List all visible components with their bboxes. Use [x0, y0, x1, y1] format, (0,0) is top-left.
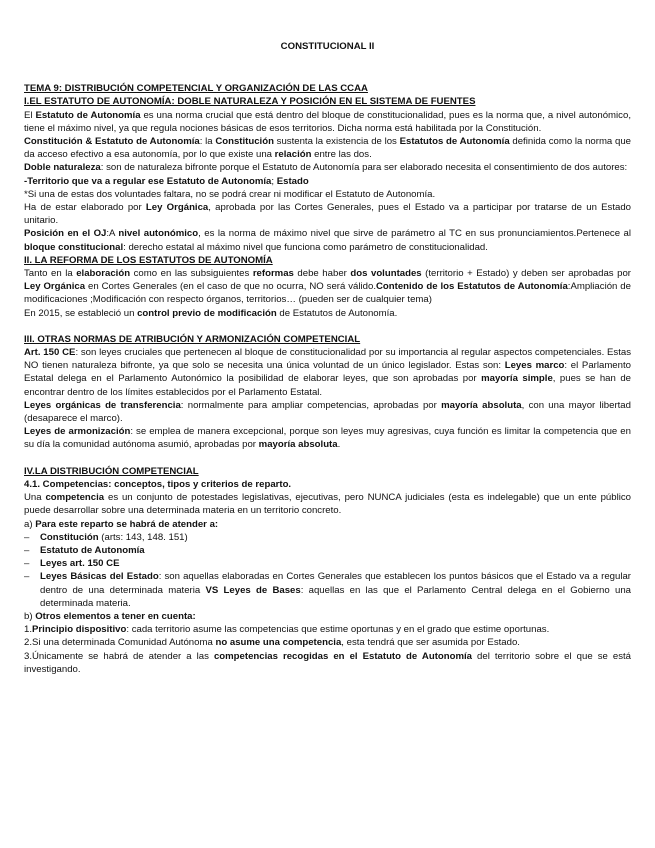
- paragraph-art-150: Art. 150 CE: son leyes cruciales que pertenecen al bloque de constitucionalidad por su importancia al regular aspectos competenciales. Estas NO tienen naturaleza bifronte, ya que solo se necesita una única voluntad de un único legislador. Estas son: Leyes marco: el Parlamento Estatal delega en el Parlamento Autonómico la posibilidad de elaborar leyes, que son aprobadas por mayoría simple, pues se han de encontrar dentro de los límites establecidos por el Parlamento Estatal.: [24, 347, 632, 398]
- paragraph-note: *Si una de estas dos voluntades faltara, no se podrá crear ni modificar el Estatuto de Autonomía.: [24, 188, 436, 200]
- document-title: CONSTITUCIONAL II: [280, 41, 375, 52]
- spacer: [24, 320, 631, 333]
- subheading-4-1: 4.1. Competencias: conceptos, tipos y criterios de reparto.: [24, 478, 292, 490]
- list-item: – Constitución (arts: 143, 148. 151): [24, 531, 631, 544]
- numbered-item-2: 2.Si una determinada Comunidad Autónoma no asume una competencia, esta tendrá que ser asumida por Estado.: [24, 637, 520, 649]
- paragraph-leyes-armonizacion: Leyes de armonización: se emplea de manera excepcional, porque son leyes muy agresivas, cuya función es limitar la competencia que en su día la comunidad autónoma asumió, aprobadas por mayoría absoluta.: [24, 426, 631, 451]
- paragraph-competencia: Una competencia es un conjunto de potestades legislativas, ejecutivas, pero NUNCA judiciales (esta es indelegable) que un ente público puede desarrollar sobre una determinada materia en un territorio concreto.: [24, 492, 632, 517]
- paragraph-reforma: Tanto en la elaboración como en las subsiguientes reformas debe haber dos voluntades (territorio + Estado) y deben ser aprobadas por Ley Orgánica en Cortes Generales (en el caso de que no ocurra, NO será válido.Contenido de los Estatutos de Autonomía:Ampliación de modificaciones ;Modificación con respecto órganos, territorios… (pueden ser de cualquier tema): [24, 268, 631, 306]
- heading-section-1: I.EL ESTATUTO DE AUTONOMÍA: DOBLE NATURALEZA Y POSICIÓN EN EL SISTEMA DE FUENTES: [24, 96, 476, 108]
- paragraph-estatuto-intro: El Estatuto de Autonomía es una norma crucial que está dentro del bloque de constitucionalidad, pues es la norma que, a nivel autonómico, tiene el máximo nivel, ya que regula nociones básicas de esos territorios. Dicha norma está habilitada por la Constitución.: [24, 109, 631, 134]
- document-body: [24, 40, 631, 676]
- list-label-b: b) Otros elementos a tener en cuenta:: [24, 610, 196, 622]
- criteria-list: [24, 531, 631, 610]
- list-item: – Leyes Básicas del Estado: son aquellas elaboradas en Cortes Generales que establecen los puntos básicos que el Estado va a regular dentro de una determinada materia VS Leyes de Bases: aquellas en las que el Parlamento Central delega en el Gobierno una determinada materia.: [24, 570, 631, 610]
- spacer: [24, 452, 631, 465]
- paragraph-leyes-transferencia: Leyes orgánicas de transferencia: normalmente para ampliar competencias, aprobadas por mayoría absoluta, con una mayor libertad (desaparece el marco).: [24, 399, 631, 425]
- list-item: – Leyes art. 150 CE: [24, 557, 631, 570]
- heading-tema-9: TEMA 9: DISTRIBUCIÓN COMPETENCIAL Y ORGANIZACIÓN DE LAS CCAA: [24, 83, 368, 95]
- paragraph-doble-naturaleza: Doble naturaleza: son de naturaleza bifronte porque el Estatuto de Autonomía para ser elaborado necesita el consentimiento de dos autores:: [24, 162, 628, 174]
- heading-section-2: II. LA REFORMA DE LOS ESTATUTOS DE AUTONOMÍA: [24, 254, 273, 266]
- paragraph-ley-organica: Ha de estar elaborado por Ley Orgánica, aprobada por las Cortes Generales, pues el Estado va a participar por tratarse de un Estado unitario.: [24, 202, 631, 227]
- paragraph-constitucion-estatuto: Constitución & Estatuto de Autonomía: la Constitución sustenta la existencia de los Estatutos de Autonomía definida como la norma que da acceso efectivo a esa autonomía, por lo que existe una relación entre las dos.: [24, 136, 631, 161]
- paragraph-posicion-oj: Posición en el OJ:A nivel autonómico, es la norma de máximo nivel que sirve de parámetro al TC en sus pronunciamientos.Pertenece al bloque constitucional: derecho estatal al máximo nivel que funciona como parámetro de constitucionalidad.: [24, 228, 631, 253]
- list-item: – Estatuto de Autonomía: [24, 544, 631, 557]
- list-label-a: a) Para este reparto se habrá de atender a:: [24, 518, 219, 530]
- numbered-item-1: 1.Principio dispositivo: cada territorio asume las competencias que estime oportunas y en el grado que estime oportunas.: [24, 624, 550, 636]
- paragraph-autores: -Territorio que va a regular ese Estatuto de Autonomía; Estado: [24, 175, 309, 187]
- heading-section-3: III. OTRAS NORMAS DE ATRIBUCIÓN Y ARMONIZACIÓN COMPETENCIAL: [24, 333, 361, 345]
- numbered-item-3: 3.Únicamente se habrá de atender a las competencias recogidas en el Estatuto de Autonomía del territorio sobre el que se está investigando.: [24, 650, 631, 675]
- paragraph-2015: En 2015, se estableció un control previo de modificación de Estatutos de Autonomía.: [24, 307, 398, 319]
- heading-section-4: IV.LA DISTRIBUCIÓN COMPETENCIAL: [24, 465, 199, 477]
